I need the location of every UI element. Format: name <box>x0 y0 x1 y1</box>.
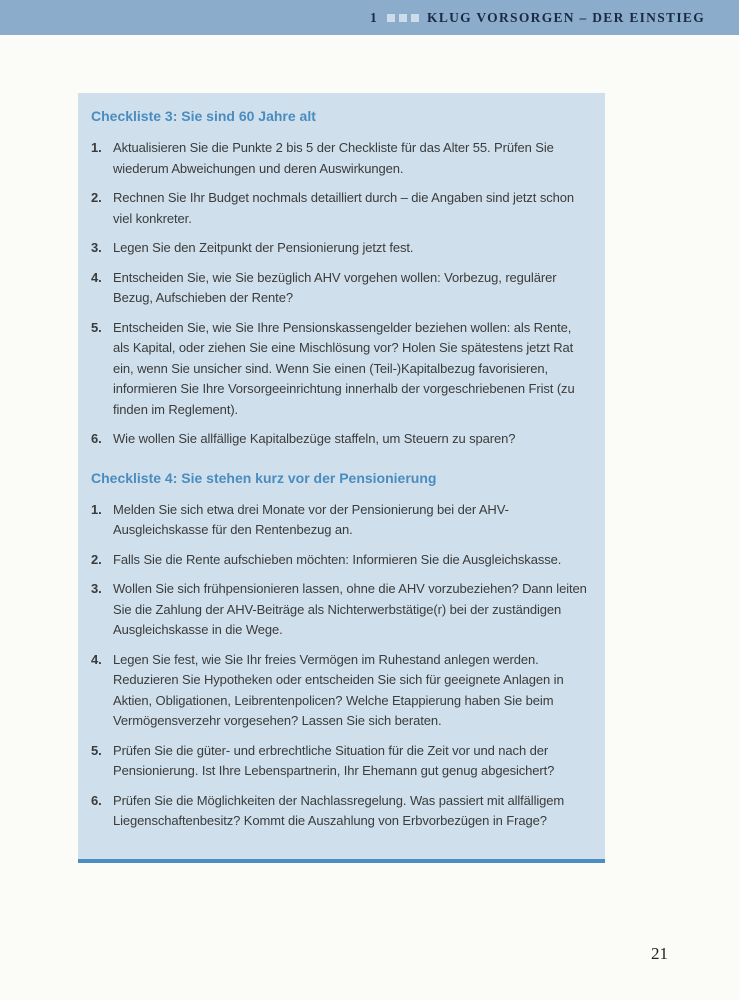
item-number: 5. <box>91 742 102 758</box>
item-number: 5. <box>91 319 102 335</box>
item-text: Legen Sie den Zeitpunkt der Pensionierung jetzt fest. <box>113 240 414 255</box>
marker-square-icon <box>411 14 419 22</box>
item-text: Rechnen Sie Ihr Budget nochmals detailliert durch – die Angaben sind jetzt schon viel konkreter. <box>113 190 575 226</box>
item-text: Falls Sie die Rente aufschieben möchten: Informieren Sie die Ausgleichskasse. <box>113 551 562 567</box>
item-text: Legen Sie fest, wie Sie Ihr freies Vermögen im Ruhestand anlegen werden. Reduzieren Sie Hypotheken oder entscheiden Sie sich für geeignete Anlagen in Aktien, Obligationen, Leibrentenpolicen? Welche Etappierung haben Sie beim Vermögensverzehr vorgesehen? Lassen Sie sich beraten. <box>113 651 564 728</box>
checklist-4-title: Checkliste 4: Sie stehen kurz vor der Pensionierung <box>91 469 437 486</box>
item-text: Entscheiden Sie, wie Sie bezüglich AHV vorgehen wollen: Vorbezug, regulärer Bezug, Aufschieben der Rente? <box>113 269 557 305</box>
list-item <box>91 650 591 732</box>
item-number: 1. <box>91 501 102 517</box>
page-header <box>0 0 739 35</box>
chapter-number: 1 <box>369 9 379 25</box>
chapter-title: KLUG VORSORGEN – DER EINSTIEG <box>427 9 705 25</box>
checklist-box <box>78 93 605 863</box>
list-item <box>91 268 591 309</box>
item-text: Wie wollen Sie allfällige Kapitalbezüge staffeln, um Steuern zu sparen? <box>113 431 516 446</box>
item-text: Entscheiden Sie, wie Sie Ihre Pensionskassengelder beziehen wollen: als Rente, als Kapital, oder ziehen Sie eine Mischlösung vor? Holen Sie spätestens jetzt Rat ein, wenn Sie unsicher sind. Wenn Sie einen (Teil-)Kapitalbezug favorisieren, informieren Sie Ihre Vorsorgeeinrichtung innerhalb der vorgeschriebenen Frist (zu finden im Reglement). <box>113 319 575 417</box>
list-item <box>91 238 591 259</box>
list-item <box>91 188 591 229</box>
list-item <box>91 579 591 641</box>
marker-square-icon <box>399 14 407 22</box>
item-text: Prüfen Sie die Möglichkeiten der Nachlassregelung. Was passiert mit allfälligem Liegenschaftenbesitz? Kommt die Auszahlung von Erbvorbezügen in Frage? <box>113 792 565 828</box>
item-text: Wollen Sie sich frühpensionieren lassen, ohne die AHV vorzubeziehen? Dann leiten Sie die Zahlung der AHV-Beiträge als Nichterwerbstätige(r) bei der zuständigen Ausgleichskasse in die Wege. <box>113 581 587 637</box>
list-item <box>91 791 591 832</box>
list-item <box>91 550 591 571</box>
page-number: 21 <box>651 944 668 963</box>
section-marker-squares <box>387 14 419 22</box>
item-text: Prüfen Sie die güter- und erbrechtliche Situation für die Zeit vor und nach der Pensionierung. Ist Ihre Lebenspartnerin, Ihr Ehemann gut genug abgesichert? <box>113 742 555 778</box>
list-item <box>91 318 591 421</box>
list-item <box>91 429 591 450</box>
checklist-3-title: Checkliste 3: Sie sind 60 Jahre alt <box>91 108 316 124</box>
list-item <box>91 741 591 782</box>
item-number: 6. <box>91 431 102 446</box>
item-number: 4. <box>91 651 102 667</box>
item-number: 4. <box>91 269 102 285</box>
item-text: Melden Sie sich etwa drei Monate vor der Pensionierung bei der AHV-Ausgleichskasse für den Rentenbezug an. <box>113 501 509 537</box>
item-number: 3. <box>91 581 102 596</box>
list-item <box>91 500 591 541</box>
item-number: 3. <box>91 240 102 255</box>
item-text: Aktualisieren Sie die Punkte 2 bis 5 der Checkliste für das Alter 55. Prüfen Sie wiederum Abweichungen und deren Auswirkungen. <box>113 140 554 176</box>
marker-square-icon <box>387 14 395 22</box>
item-number: 2. <box>91 551 102 567</box>
item-number: 6. <box>91 792 102 808</box>
list-item <box>91 138 591 179</box>
item-number: 2. <box>91 190 102 205</box>
item-number: 1. <box>91 140 102 155</box>
